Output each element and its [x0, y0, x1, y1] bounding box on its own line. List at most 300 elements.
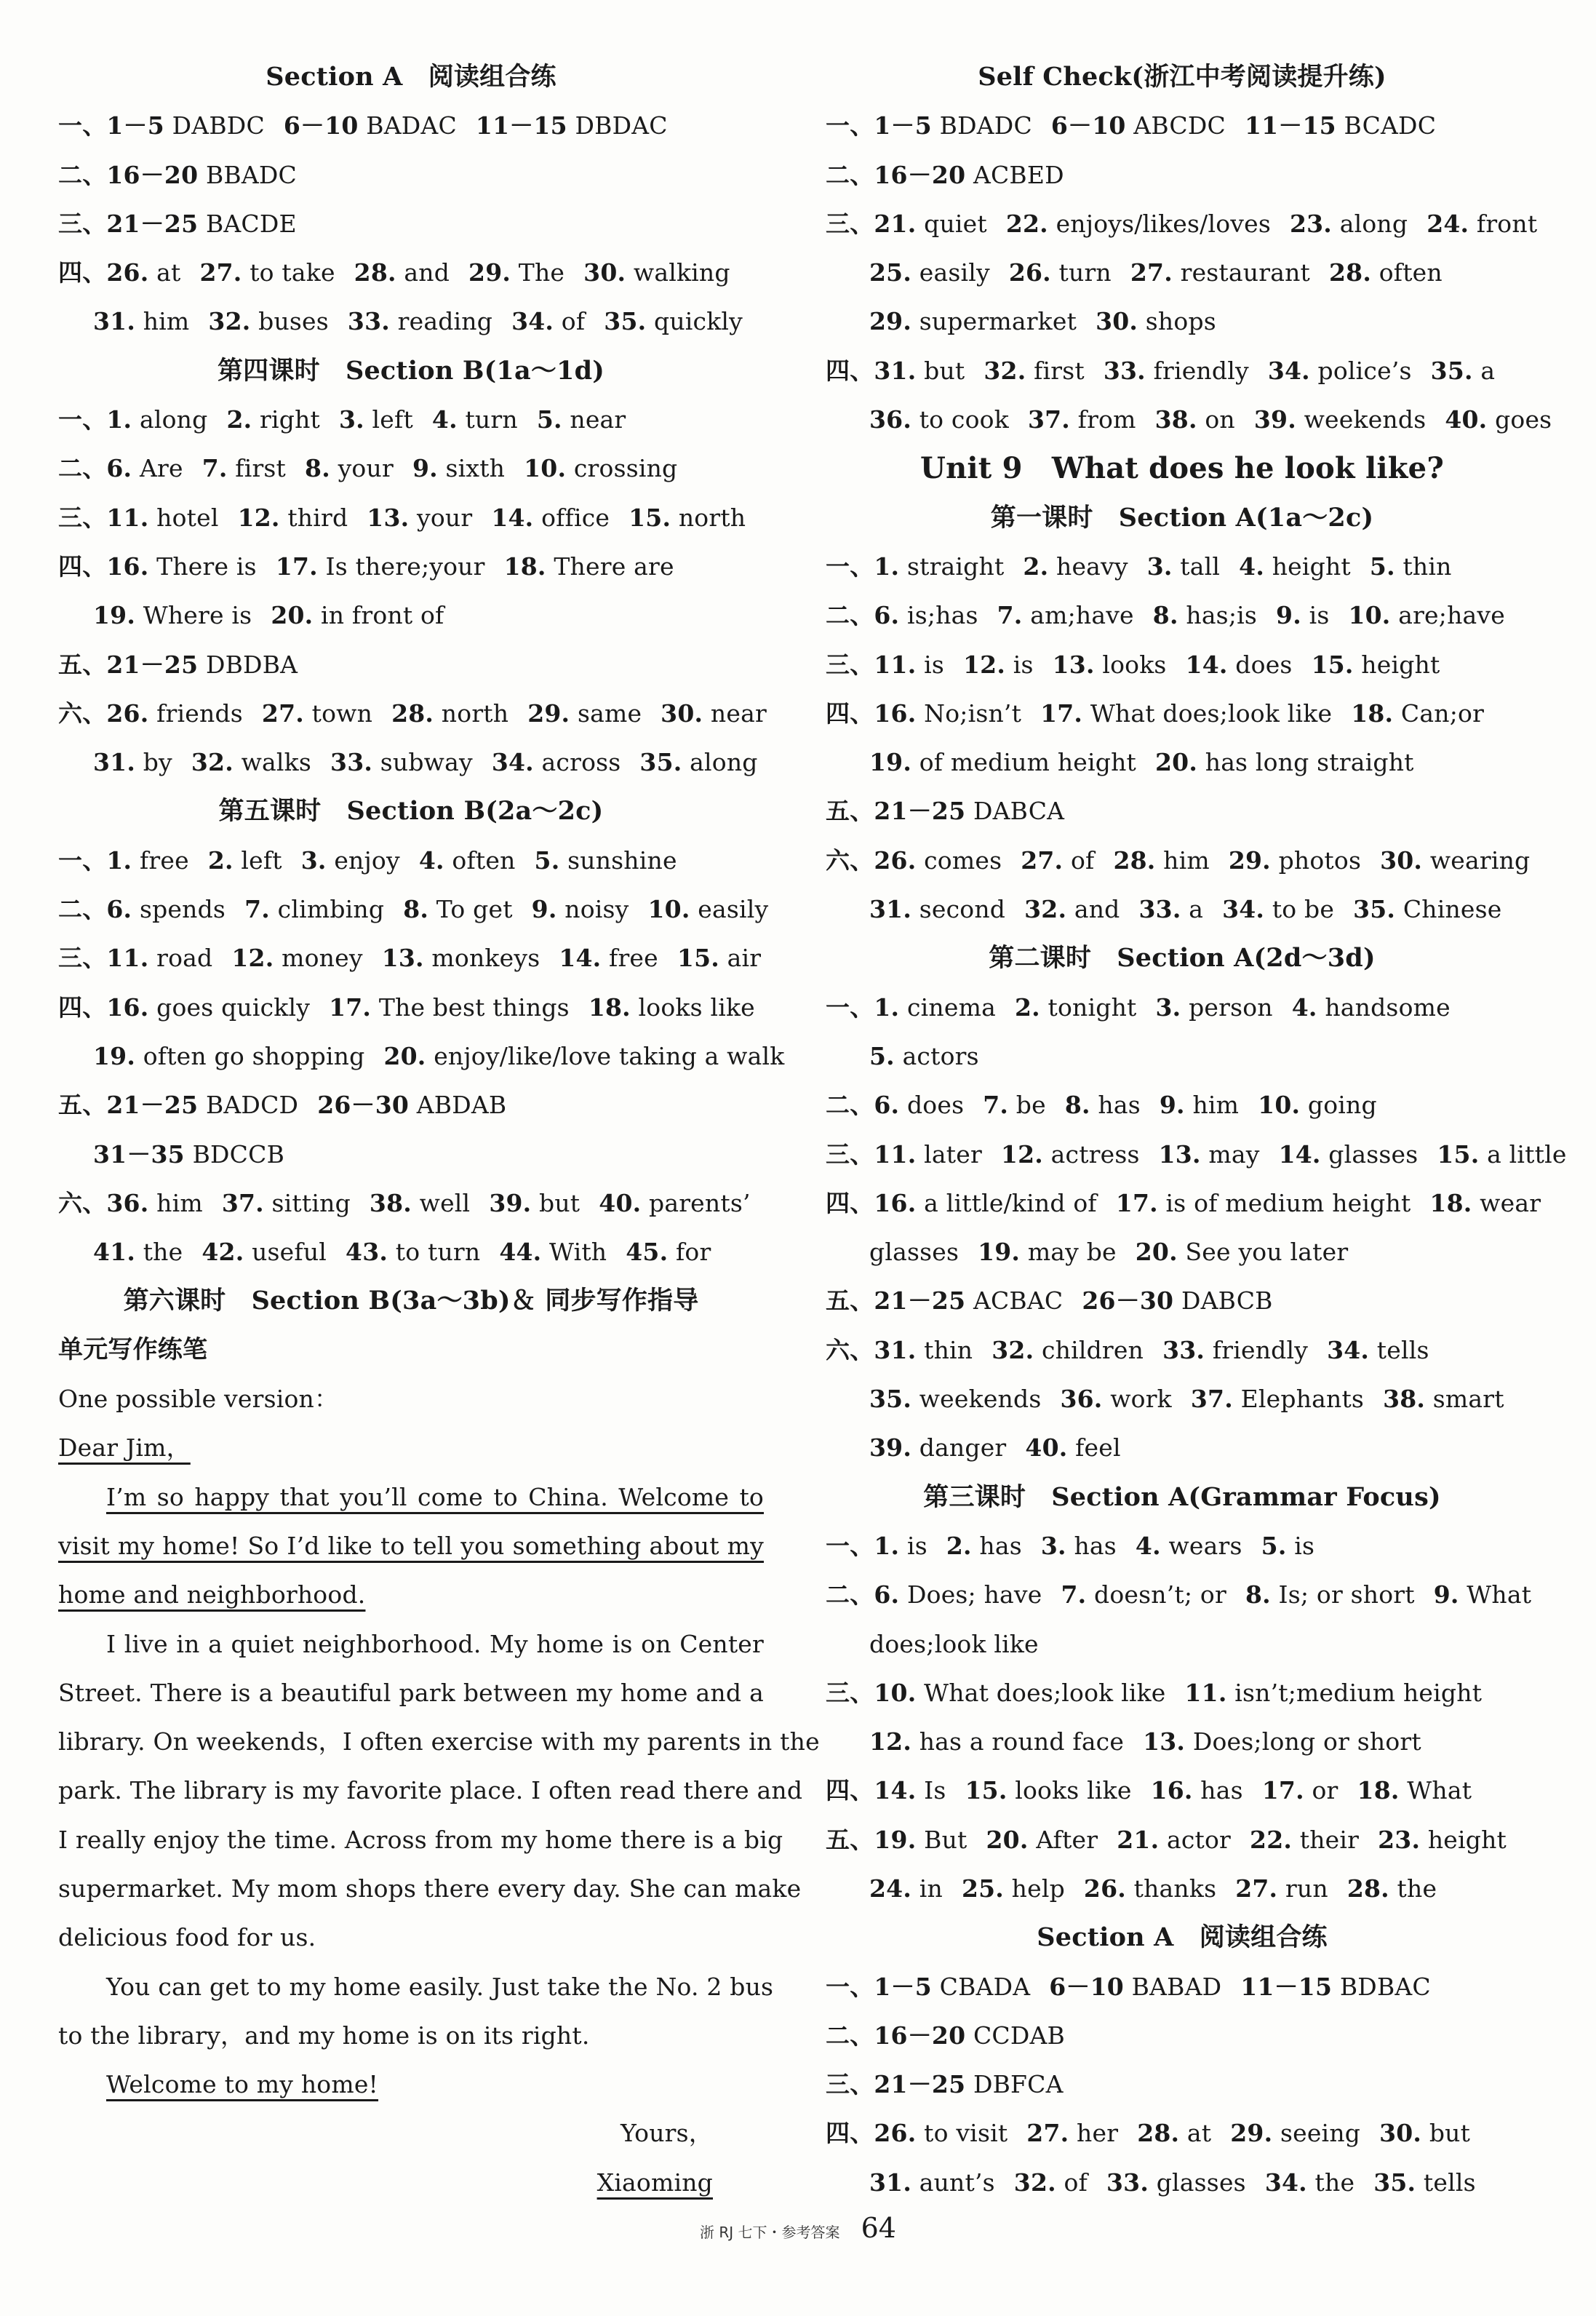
- answer-item: [599, 1189, 750, 1217]
- question-number: 28.: [354, 258, 396, 287]
- answer-item: [231, 944, 362, 972]
- question-number: 20.: [383, 1041, 426, 1070]
- question-number: 五、21－25: [826, 797, 966, 826]
- answer-value: Chinese: [1403, 895, 1502, 924]
- question-number: 11－15: [1240, 1972, 1333, 2001]
- question-number: 二、6.: [826, 1580, 900, 1609]
- question-number: 6－10: [1049, 1972, 1124, 2001]
- answer-value: height: [1427, 1825, 1507, 1854]
- question-number: 28.: [391, 699, 434, 728]
- answer-value: your: [338, 454, 394, 483]
- question-number: 四、31.: [826, 356, 917, 385]
- answer-item: [93, 601, 252, 629]
- answer-value: am;have: [1030, 601, 1134, 630]
- answer-item: [58, 504, 219, 532]
- answer-value: of: [1070, 845, 1095, 875]
- question-number: 33.: [347, 307, 390, 336]
- answer-value: has long straight: [1205, 748, 1414, 777]
- answer-item: [869, 307, 1077, 335]
- question-number: 7.: [983, 1091, 1009, 1120]
- answer-item: [869, 1727, 1124, 1756]
- question-number: 17.: [1040, 699, 1083, 728]
- answer-value: climbing: [277, 895, 385, 924]
- answer-value: are;have: [1398, 601, 1505, 630]
- question-number: 五、21－25: [826, 1286, 966, 1316]
- answer-item: [1258, 1091, 1377, 1119]
- section-heading: [826, 934, 1539, 982]
- answer-row: [826, 983, 1539, 1032]
- question-number: 20.: [986, 1825, 1029, 1854]
- answer-item: [238, 504, 348, 532]
- answer-value: well: [419, 1188, 471, 1217]
- question-number: 14.: [1278, 1139, 1321, 1169]
- question-number: 二、16－20: [58, 160, 199, 189]
- question-number: 33.: [1106, 2168, 1149, 2197]
- answer-row: [826, 1032, 1539, 1081]
- answer-item: [1130, 258, 1310, 287]
- answer-value: money: [282, 944, 363, 973]
- answer-value: enjoy/like/love taking a walk: [434, 1041, 785, 1070]
- answer-value: of: [1064, 2168, 1088, 2197]
- question-number: 40.: [1025, 1433, 1068, 1463]
- question-number: 8.: [305, 454, 330, 483]
- answer-item: [869, 1433, 1006, 1462]
- answer-value: easily: [698, 895, 769, 924]
- question-number: 14.: [559, 944, 602, 973]
- question-number: 7.: [997, 601, 1023, 630]
- answer-item: [58, 895, 226, 923]
- answer-item: [826, 1679, 1166, 1707]
- answer-row: [826, 1521, 1539, 1570]
- answer-item: [1143, 1727, 1421, 1756]
- question-number: 5.: [536, 405, 562, 434]
- answer-value: CCDAB: [973, 2021, 1065, 2050]
- question-number: 37.: [1027, 405, 1070, 434]
- answer-value: walks: [241, 748, 312, 777]
- question-number: 32.: [1024, 895, 1067, 924]
- answer-value: The: [518, 258, 565, 287]
- answer-value: photos: [1278, 845, 1362, 875]
- answer-value: tells: [1376, 1335, 1429, 1364]
- answer-item: [826, 2070, 1064, 2098]
- question-number: 四、16.: [58, 992, 149, 1022]
- answer-item: [339, 405, 413, 434]
- question-number: 27.: [1026, 2119, 1069, 2148]
- answer-value: the: [1314, 2168, 1355, 2197]
- question-number: 9.: [531, 895, 557, 924]
- question-number: 一、1－5: [58, 111, 164, 140]
- line-text: One possible version：: [58, 1385, 339, 1414]
- answer-item: [1025, 1433, 1120, 1462]
- line-text: Section A 阅读组合练: [266, 62, 556, 92]
- answer-row: [826, 346, 1539, 395]
- answer-item: [1378, 1826, 1507, 1854]
- essay-line: [58, 1913, 764, 1962]
- question-number: 31.: [93, 307, 136, 336]
- essay-line: library. On weekends，I often exercise with my parents in the: [58, 1727, 820, 1756]
- question-number: 四、26.: [826, 2119, 917, 2148]
- answer-item: [1229, 846, 1361, 875]
- answer-row: [826, 1620, 1539, 1668]
- section-heading: [826, 1473, 1539, 1521]
- answer-row: [58, 1130, 764, 1179]
- question-number: 30.: [1096, 307, 1138, 336]
- answer-item: [432, 405, 518, 434]
- answer-item: [869, 405, 1009, 434]
- question-number: 一、1.: [58, 845, 132, 875]
- question-number: 一、1.: [826, 1531, 900, 1560]
- answer-item: [527, 699, 642, 728]
- essay-line: [58, 1570, 764, 1619]
- answer-item: [58, 846, 189, 875]
- question-number: 4.: [1291, 992, 1317, 1022]
- answer-row: [826, 1179, 1539, 1227]
- answer-item: [58, 944, 212, 972]
- answer-item: [1021, 846, 1094, 875]
- answer-value: enjoy: [334, 845, 400, 875]
- answer-item: [284, 111, 457, 140]
- answer-value: first: [235, 454, 287, 483]
- answer-item: [1061, 1580, 1226, 1609]
- question-number: 三、10.: [826, 1678, 917, 1707]
- question-number: 二、16－20: [826, 2021, 966, 2050]
- answer-value: doesn’t; or: [1094, 1580, 1226, 1609]
- question-number: 33.: [1138, 895, 1181, 924]
- answer-value: for: [675, 1238, 711, 1267]
- answer-row: [826, 542, 1539, 591]
- answer-value: feel: [1075, 1433, 1121, 1463]
- answer-item: [1240, 1973, 1431, 2001]
- answer-value: is: [1309, 601, 1330, 630]
- answer-value: DBDBA: [205, 650, 298, 679]
- answer-value: BADCD: [205, 1091, 299, 1120]
- answer-item: [58, 552, 257, 581]
- answer-value: goes quickly: [156, 992, 311, 1022]
- answer-row: [826, 395, 1552, 444]
- answer-item: [1139, 895, 1204, 923]
- answer-value: on: [1205, 405, 1235, 434]
- question-number: 35.: [869, 1385, 912, 1414]
- answer-value: often go shopping: [143, 1041, 365, 1070]
- answer-item: [1254, 405, 1426, 434]
- right-column: [826, 52, 1567, 2207]
- answer-item: [58, 699, 243, 728]
- question-number: 三、11.: [58, 503, 149, 532]
- question-number: 8.: [403, 895, 429, 924]
- answer-item: [1117, 1826, 1231, 1854]
- question-number: 17.: [1261, 1776, 1304, 1805]
- answer-value: reading: [397, 307, 493, 336]
- question-number: 38.: [1383, 1385, 1426, 1414]
- answer-item: [1082, 1286, 1272, 1315]
- answer-value: of medium height: [919, 748, 1137, 777]
- question-number: 34.: [1327, 1335, 1370, 1364]
- answer-value: No;isn’t: [924, 699, 1022, 728]
- answer-item: [1155, 748, 1414, 776]
- answer-item: [826, 650, 944, 679]
- answer-item: [58, 993, 310, 1022]
- answer-value: BBADC: [205, 160, 297, 189]
- answer-item: [1235, 1874, 1328, 1903]
- question-number: 28.: [1137, 2119, 1180, 2148]
- answer-item: [869, 895, 1005, 923]
- answer-value: What does;look like: [924, 1678, 1166, 1707]
- answer-value: ABCDC: [1133, 111, 1226, 140]
- question-number: 一、1.: [826, 552, 900, 581]
- question-number: 25.: [961, 1874, 1004, 1903]
- answer-value: a little/kind of: [924, 1188, 1097, 1217]
- question-number: 5.: [1261, 1531, 1287, 1560]
- answer-item: [93, 307, 189, 335]
- question-number: 12.: [231, 944, 274, 973]
- question-number: 39.: [1253, 405, 1296, 434]
- question-number: 30.: [583, 258, 626, 287]
- answer-item: [826, 1826, 967, 1854]
- answer-value: run: [1285, 1874, 1328, 1903]
- question-number: 34.: [511, 307, 554, 336]
- answer-value: supermarket: [919, 307, 1077, 336]
- answer-value: first: [1034, 356, 1085, 385]
- answer-value: tall: [1180, 552, 1221, 581]
- answer-item: [1137, 2119, 1211, 2147]
- answer-item: [1353, 895, 1501, 923]
- question-number: 15.: [965, 1776, 1008, 1805]
- answer-value: same: [577, 699, 642, 728]
- answer-value: wears: [1168, 1531, 1242, 1560]
- question-number: 21.: [1117, 1825, 1160, 1854]
- answer-item: [191, 748, 311, 776]
- answer-value: buses: [258, 307, 329, 336]
- answer-value: the: [1397, 1874, 1437, 1903]
- question-number: 24.: [869, 1874, 912, 1903]
- answer-row: [826, 297, 1539, 346]
- essay-line: [58, 1423, 764, 1472]
- question-number: 一、1.: [826, 992, 900, 1022]
- answer-value: often: [452, 845, 516, 875]
- answer-value: road: [156, 944, 213, 973]
- answer-value: restaurant: [1180, 258, 1310, 287]
- question-number: 11－15: [475, 111, 567, 140]
- answer-value: tonight: [1048, 992, 1137, 1022]
- answer-value: their: [1299, 1825, 1360, 1854]
- answer-item: [1279, 1140, 1419, 1169]
- answer-item: [301, 846, 400, 875]
- answer-item: [978, 1238, 1117, 1266]
- answer-value: has;is: [1186, 601, 1258, 630]
- answer-item: [535, 846, 677, 875]
- answer-item: [403, 895, 512, 923]
- essay-line: I live in a quiet neighborhood. My home is on Center: [106, 1629, 764, 1658]
- question-number: 31.: [93, 748, 136, 777]
- answer-item: [317, 1091, 506, 1119]
- question-number: 15.: [629, 503, 671, 532]
- answer-value: friendly: [1153, 356, 1249, 385]
- answer-value: BCADC: [1344, 111, 1437, 140]
- answer-row: [826, 1423, 1539, 1472]
- answer-item: [1113, 846, 1209, 875]
- question-number: 12.: [963, 650, 1006, 679]
- answer-row: [58, 983, 764, 1032]
- answer-row: [58, 591, 764, 640]
- answer-item: [588, 993, 755, 1022]
- question-number: 14.: [491, 503, 534, 532]
- answer-value: isn’t;medium height: [1234, 1678, 1483, 1707]
- line-text: delicious food for us.: [58, 1923, 316, 1952]
- answer-row: [826, 1227, 1539, 1276]
- answer-item: [1351, 699, 1484, 728]
- answer-item: [1383, 1385, 1504, 1413]
- answer-value: of: [561, 307, 586, 336]
- question-number: 35.: [604, 307, 647, 336]
- answer-row: [826, 151, 1539, 199]
- answer-value: noisy: [564, 895, 629, 924]
- question-number: 37.: [1190, 1385, 1233, 1414]
- question-number: 4.: [418, 845, 444, 875]
- question-number: 2.: [226, 405, 252, 434]
- answer-item: [1373, 2168, 1476, 2197]
- answer-item: [1429, 1189, 1541, 1217]
- essay-line: [58, 2109, 764, 2157]
- question-number: 10.: [524, 454, 567, 483]
- answer-item: [1261, 1532, 1314, 1560]
- answer-row: [826, 199, 1539, 248]
- section-heading: [826, 1913, 1539, 1962]
- answer-row: [826, 689, 1539, 738]
- question-number: 8.: [1152, 601, 1178, 630]
- question-number: 32.: [991, 1335, 1034, 1364]
- question-number: 2.: [946, 1531, 972, 1560]
- answer-item: [826, 161, 1064, 189]
- line-text: Yours，: [621, 2119, 713, 2148]
- answer-value: looks like: [638, 992, 755, 1022]
- question-number: 15.: [677, 944, 719, 973]
- answer-item: [1239, 552, 1351, 581]
- answer-value: at: [1186, 2119, 1212, 2148]
- answer-value: looks: [1102, 650, 1167, 679]
- answer-value: in front of: [321, 601, 444, 630]
- answer-value: ACBED: [973, 160, 1064, 189]
- question-number: 38.: [1154, 405, 1197, 434]
- answer-value: Is; or short: [1278, 1580, 1415, 1609]
- answer-value: enjoys/likes/loves: [1056, 209, 1271, 238]
- answer-row: [826, 2109, 1539, 2157]
- answer-item: [492, 748, 621, 776]
- answer-item: [58, 1189, 203, 1217]
- answer-value: has: [979, 1531, 1022, 1560]
- line-text: 单元写作练笔: [58, 1334, 208, 1364]
- question-number: 18.: [503, 552, 546, 581]
- answer-item: [1245, 1580, 1415, 1609]
- question-number: 26－30: [317, 1091, 410, 1120]
- answer-item: [869, 1238, 959, 1266]
- answer-value: BACDE: [205, 209, 297, 238]
- essay-line: [58, 2060, 764, 2109]
- answer-value: looks like: [1015, 1776, 1132, 1805]
- answer-value: The best things: [378, 992, 570, 1022]
- answer-item: [826, 1286, 1063, 1315]
- answer-item: [93, 1140, 284, 1169]
- answer-value: wearing: [1429, 845, 1531, 875]
- question-number: 六、26.: [58, 699, 149, 728]
- answer-item: [1065, 1091, 1141, 1119]
- answer-value: ACBAC: [973, 1286, 1064, 1316]
- answer-row: [58, 885, 769, 934]
- answer-value: friends: [156, 699, 243, 728]
- question-number: 二、6.: [58, 454, 132, 483]
- answer-item: [826, 1973, 1030, 2001]
- answer-item: [93, 748, 172, 776]
- answer-item: [826, 357, 965, 385]
- answer-item: [93, 1042, 364, 1070]
- question-number: 三、11.: [826, 650, 917, 679]
- answer-value: DBFCA: [973, 2070, 1064, 2099]
- question-number: 41.: [93, 1238, 136, 1267]
- question-number: 27.: [1130, 258, 1173, 287]
- page-footer: [0, 2212, 1596, 2244]
- answer-value: does: [1235, 650, 1293, 679]
- question-number: 28.: [1329, 258, 1372, 287]
- question-number: 29.: [1228, 845, 1271, 875]
- answer-item: [1312, 650, 1440, 679]
- question-number: 5.: [534, 845, 560, 875]
- question-number: 40.: [599, 1188, 642, 1217]
- answer-item: [262, 699, 372, 728]
- question-number: 6－10: [1050, 111, 1126, 140]
- question-number: 15.: [1311, 650, 1354, 679]
- question-number: 五、21－25: [58, 1091, 199, 1120]
- question-number: 17.: [1115, 1188, 1158, 1217]
- answer-value: DABDC: [172, 111, 265, 140]
- answer-value: office: [541, 503, 610, 532]
- answer-item: [826, 111, 1032, 140]
- subheading: [58, 1326, 764, 1374]
- question-number: 36.: [869, 405, 912, 434]
- answer-item: [983, 357, 1084, 385]
- question-number: 一、1－5: [826, 111, 932, 140]
- answer-item: [677, 944, 761, 972]
- question-number: 三、11.: [826, 1139, 917, 1169]
- answer-row: [58, 297, 764, 346]
- question-number: 30.: [1379, 2119, 1422, 2148]
- answer-item: [648, 895, 769, 923]
- answer-value: BADAC: [366, 111, 457, 140]
- question-number: 10.: [647, 895, 690, 924]
- answer-value: a little: [1487, 1139, 1567, 1169]
- section-heading: [826, 444, 1539, 493]
- question-number: 23.: [1378, 1825, 1421, 1854]
- answer-item: [346, 1238, 480, 1266]
- answer-item: [1136, 1238, 1349, 1266]
- answer-value: With: [549, 1238, 607, 1267]
- answer-row: [826, 2060, 1539, 2109]
- answer-value: later: [924, 1139, 982, 1169]
- line-text: 第五课时 Section B(2a～2c): [218, 796, 604, 827]
- line-text: 第四课时 Section B(1a～1d): [217, 355, 605, 386]
- answer-value: sunshine: [567, 845, 677, 875]
- question-number: 11－15: [1244, 111, 1336, 140]
- answer-item: [1106, 2168, 1246, 2197]
- answer-item: [1276, 601, 1329, 629]
- question-number: 13.: [367, 503, 410, 532]
- answer-value: What does;look like: [1090, 699, 1333, 728]
- answer-value: your: [417, 503, 473, 532]
- answer-value: may: [1208, 1139, 1260, 1169]
- answer-item: [504, 552, 674, 581]
- answer-item: [1053, 650, 1167, 679]
- question-number: 26－30: [1082, 1286, 1174, 1316]
- answer-value: police’s: [1317, 356, 1412, 385]
- question-number: 30.: [661, 699, 703, 728]
